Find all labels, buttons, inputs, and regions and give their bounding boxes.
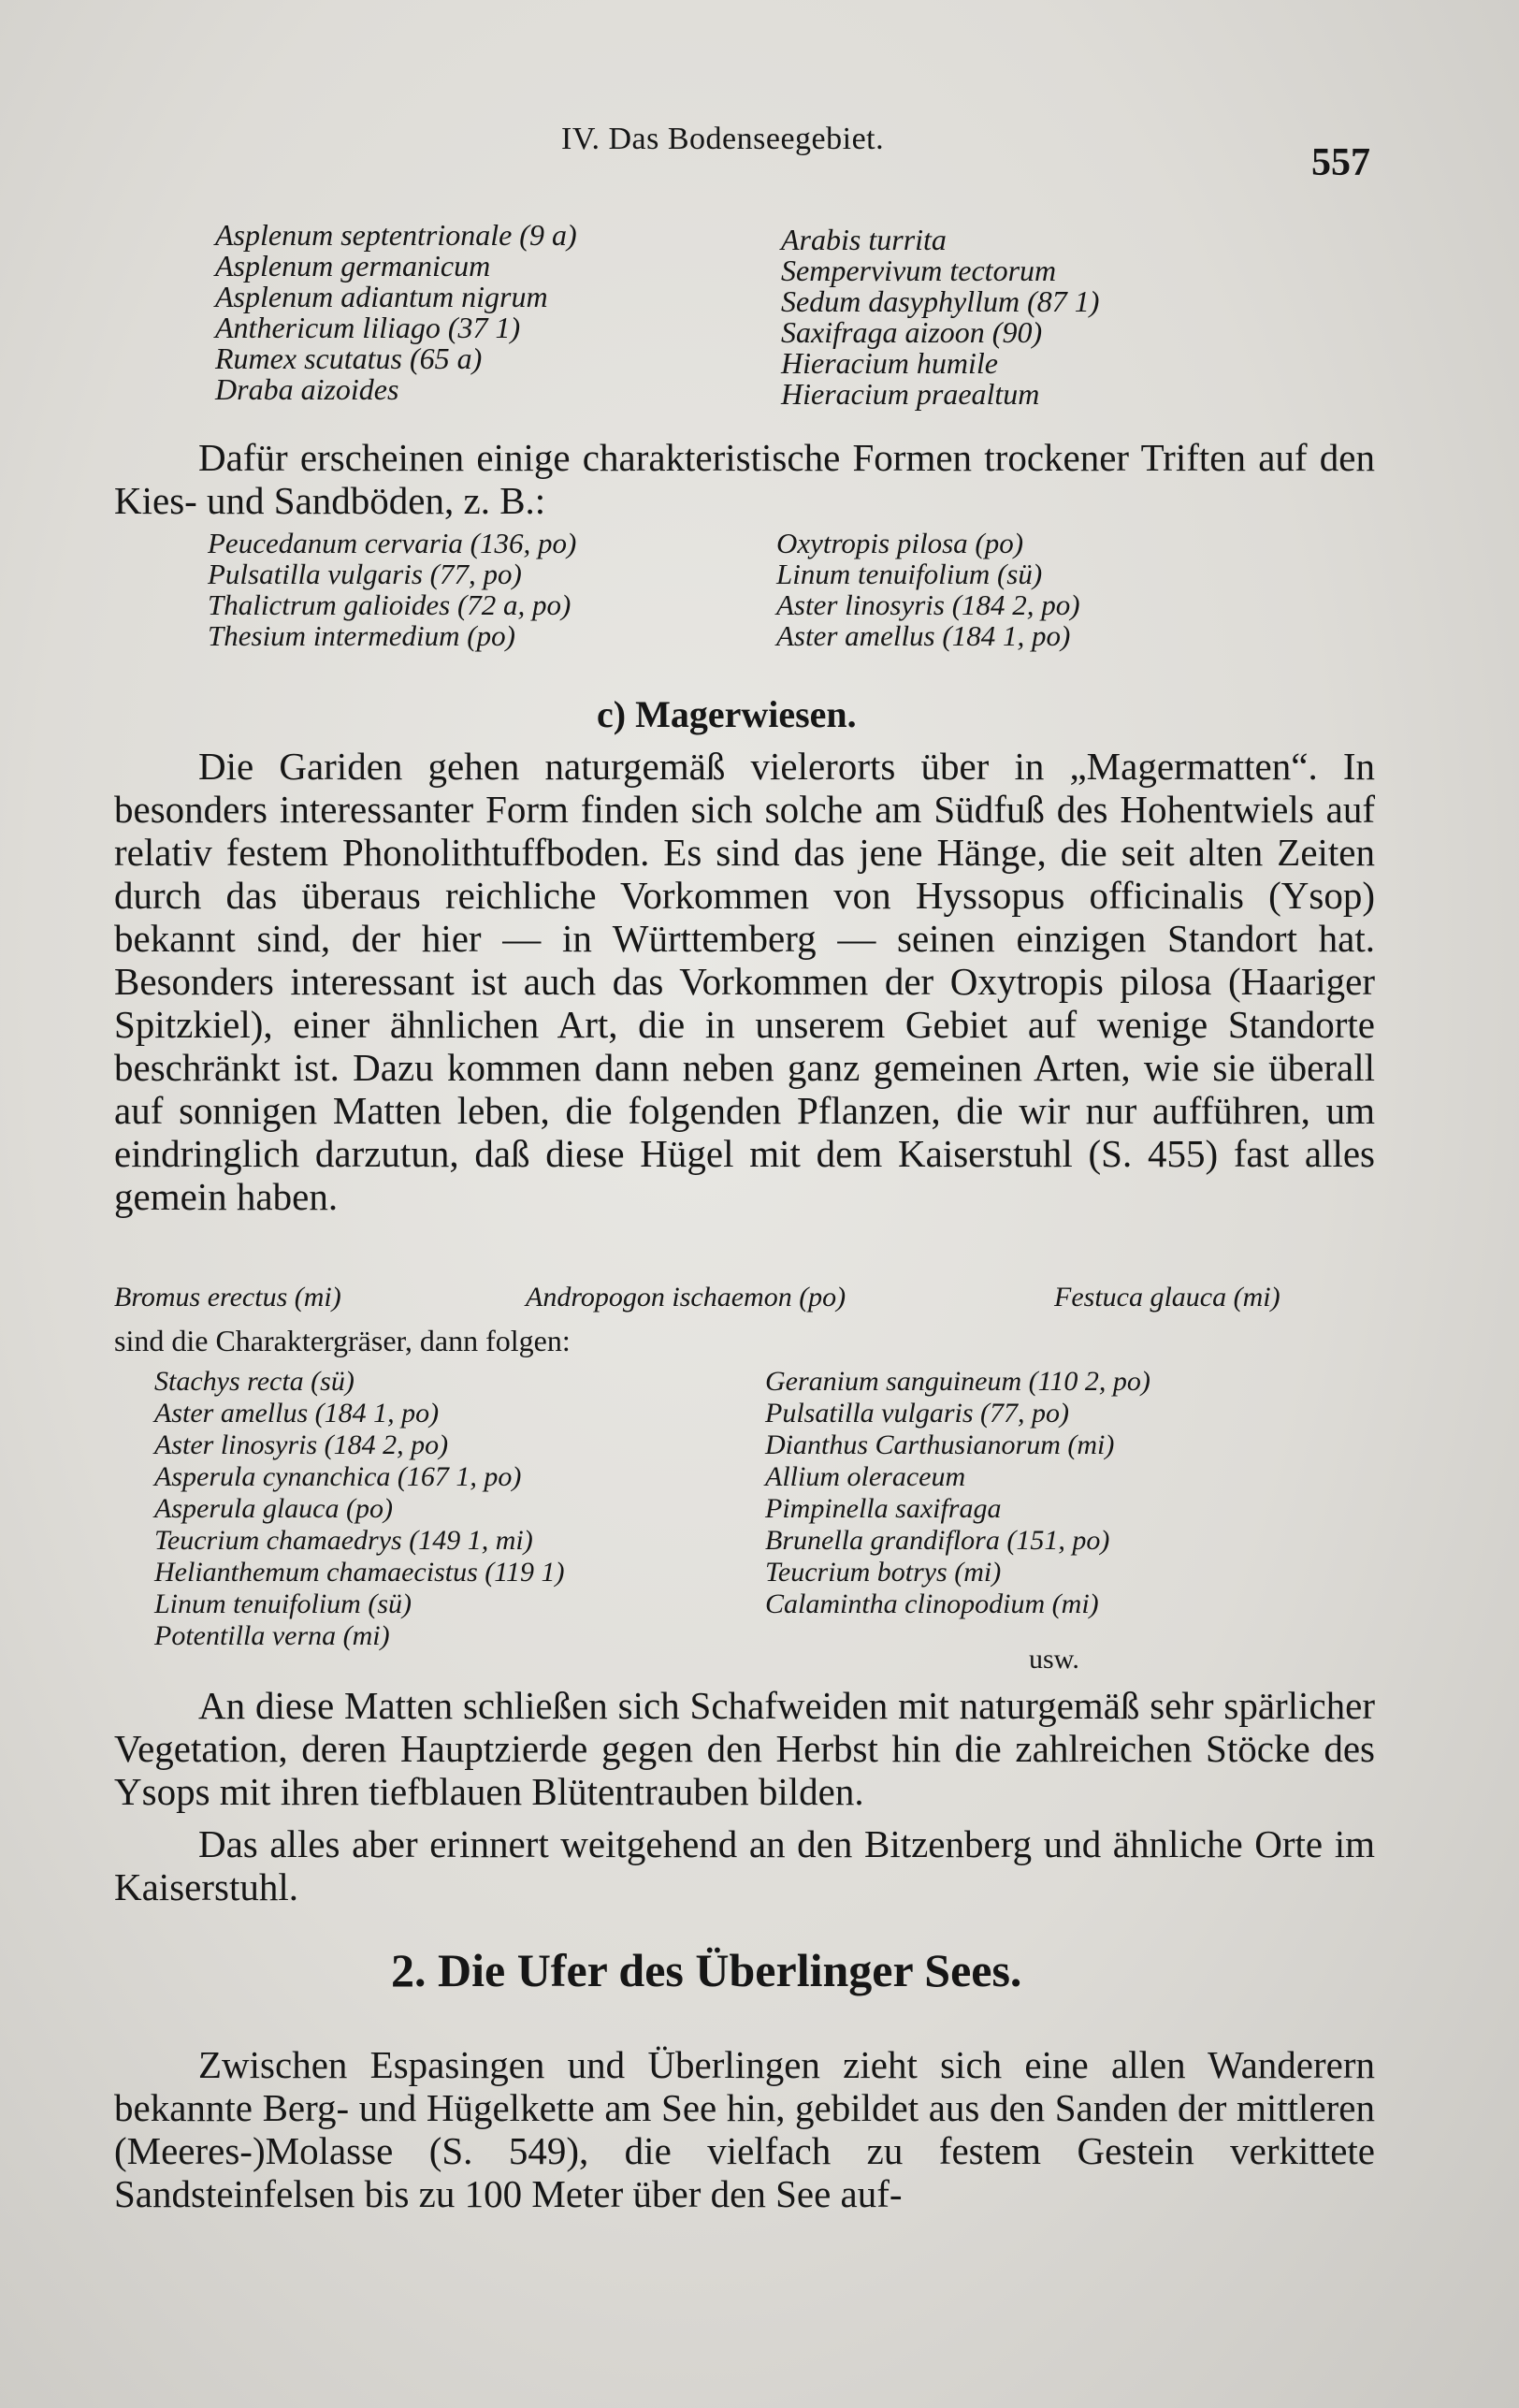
list-item: Potentilla verna (mi) [154,1620,390,1651]
list-item: Pimpinella saxifraga [765,1493,1002,1524]
chapter-heading: 2. Die Ufer des Überlinger Sees. [391,1944,1022,1996]
list-item: Allium oleraceum [765,1461,966,1492]
grass-species: Festuca glauca (mi) [1054,1282,1280,1313]
species-list-1-right [781,225,1099,410]
list-item: Aster amellus (184 1, po) [154,1398,440,1429]
list-item: Asperula cynanchica (167 1, po) [154,1461,522,1492]
list-item: Sempervivum tectorum [781,254,1057,287]
species-list-2-right [776,528,1080,651]
species-list-3-right [765,1366,1150,1620]
grasses-note: sind die Charaktergräser, dann folgen: [114,1324,571,1357]
list-item: Asplenum germanicum [215,249,491,283]
paragraph: Das alles aber erinnert weitgehend an den Bitzenberg und ähnliche Orte im Kaiserstuhl. [114,1822,1375,1908]
list-item: Helianthemum chamaecistus (119 1) [154,1557,565,1588]
list-item: Linum tenuifolium (sü) [776,558,1043,590]
paragraph: Dafür erscheinen einige charakteristische Formen trockener Triften auf den Kies- und Sandböden, z. B.: [114,436,1375,522]
list-item: Aster linosyris (184 2, po) [154,1429,449,1460]
list-item: Teucrium botrys (mi) [765,1557,1002,1588]
list-item: Hieracium praealtum [781,377,1040,411]
list-item: Aster amellus (184 1, po) [776,619,1071,652]
list-item: Sedum dasyphyllum (87 1) [781,284,1100,318]
list-item: Hieracium humile [781,346,998,380]
paragraph: An diese Matten schließen sich Schafweiden mit naturgemäß sehr spärlicher Vegetation, deren Hauptzierde gegen den Herbst hin die zahlreichen Stöcke des Ysops mit ihren tiefblauen Blütentrauben bilden. [114,1684,1375,1813]
species-list-2-left [208,528,576,651]
list-item: Draba aizoides [215,372,399,406]
list-continuation: usw. [1029,1644,1079,1675]
list-item: Stachys recta (sü) [154,1366,354,1397]
list-item: Pulsatilla vulgaris (77, po) [765,1398,1069,1429]
list-item: Asperula glauca (po) [154,1493,393,1524]
list-item: Asplenum septentrionale (9 a) [215,218,577,252]
list-item: Linum tenuifolium (sü) [154,1588,412,1619]
list-item: Brunella grandiflora (151, po) [765,1525,1110,1556]
list-item: Aster linosyris (184 2, po) [776,588,1080,621]
section-heading: c) Magerwiesen. [597,693,857,735]
list-item: Pulsatilla vulgaris (77, po) [208,558,522,590]
list-item: Dianthus Carthusianorum (mi) [765,1429,1115,1460]
species-list-1-left [215,220,577,405]
list-item: Calamintha clinopodium (mi) [765,1588,1099,1619]
list-item: Asplenum adiantum nigrum [215,280,548,313]
paragraph: Die Gariden gehen naturgemäß vielerorts über in „Magermatten“. In besonders interessanter Form finden sich solche am Südfuß des Hohentwiels auf relativ festem Phonolithtuffboden. Es sind das jene Hänge, die seit alten Zeiten durch das überaus reichliche Vorkommen von Hyssopus officinalis (Ysop) bekannt sind, der hier — in Württemberg — seinen einzigen Standort hat. Besonders interessant ist auch das Vorkommen der Oxytropis pilosa (Haariger Spitzkiel), einer ähnlichen Art, die in unserem Gebiet auf wenige Standorte beschränkt ist. Dazu kommen dann neben ganz gemeinen Arten, wie sie überall auf sonnigen Matten leben, die folgenden Pflanzen, die wir nur aufführen, um eindringlich darzutun, daß diese Hügel mit dem Kaiserstuhl (S. 455) fast alles gemein haben. [114,745,1375,1218]
grass-species: Andropogon ischaemon (po) [526,1282,846,1313]
list-item: Anthericum liliago (37 1) [215,311,521,344]
species-list-3-left [154,1366,565,1652]
list-item: Arabis turrita [781,223,947,256]
list-item: Rumex scutatus (65 a) [215,341,483,375]
list-item: Saxifraga aizoon (90) [781,315,1043,349]
list-item: Geranium sanguineum (110 2, po) [765,1366,1150,1397]
list-item: Peucedanum cervaria (136, po) [208,527,577,559]
paragraph: Zwischen Espasingen und Überlingen zieht sich eine allen Wanderern bekannte Berg- und Hügelkette am See hin, gebildet aus den Sanden der mittleren (Meeres-)Molasse (S. 549), die vielfach zu festem Gestein verkittete Sandsteinfelsen bis zu 100 Meter über den See auf- [114,2043,1375,2215]
page-number: 557 [1311,141,1370,184]
list-item: Teucrium chamaedrys (149 1, mi) [154,1525,533,1556]
running-header: IV. Das Bodenseegebiet. [561,122,885,156]
grass-species: Bromus erectus (mi) [114,1282,341,1313]
list-item: Oxytropis pilosa (po) [776,527,1024,559]
list-item: Thalictrum galioides (72 a, po) [208,588,571,621]
list-item: Thesium intermedium (po) [208,619,515,652]
